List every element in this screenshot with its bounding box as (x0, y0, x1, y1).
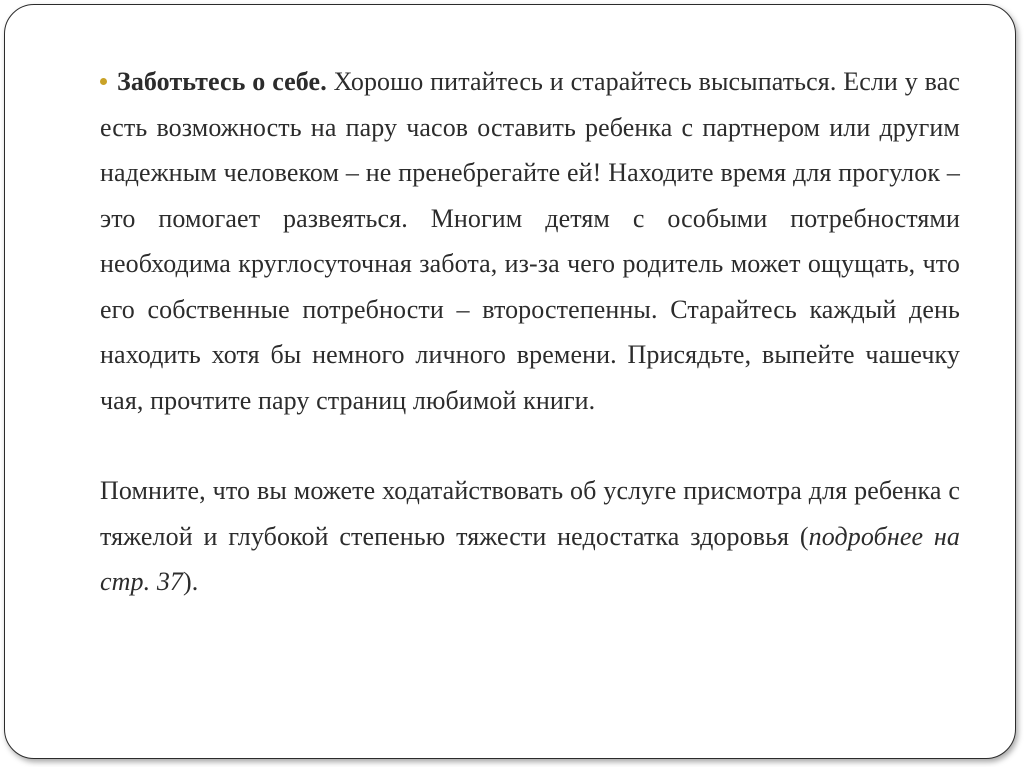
page-reference: подробнее на стр. 37 (100, 521, 960, 596)
paragraph-lead: Заботьтесь о себе. (117, 67, 327, 96)
text-content (100, 59, 960, 605)
paragraph-closing: ). (183, 567, 199, 596)
paragraph-reminder (100, 468, 960, 605)
paragraph-body: Хорошо питайтесь и старайтесь высыпаться. Если у вас есть возможность на пару часов оставить ребенка с партнером или другим надежным человеком – не пренебрегайте ей! Находите время для прогулок – это помогает развеяться. Многим детям с особыми потребностями необходима круглосуточная забота, из-за чего родитель может ощущать, что его собственные потребности – второстепенны. Старайтесь каждый день находить хотя бы немного личного времени. Присядьте, выпейте чашечку чая, прочтите пару страниц любимой книги. (100, 67, 960, 415)
paragraph-body: Помните, что вы можете ходатайствовать об услуге присмотра для ребенка с тяжелой и глубокой степенью тяжести недостатка здоровья ( (100, 476, 960, 551)
slide-frame (4, 4, 1016, 759)
bullet-icon (100, 78, 107, 85)
paragraph-self-care (100, 59, 960, 423)
